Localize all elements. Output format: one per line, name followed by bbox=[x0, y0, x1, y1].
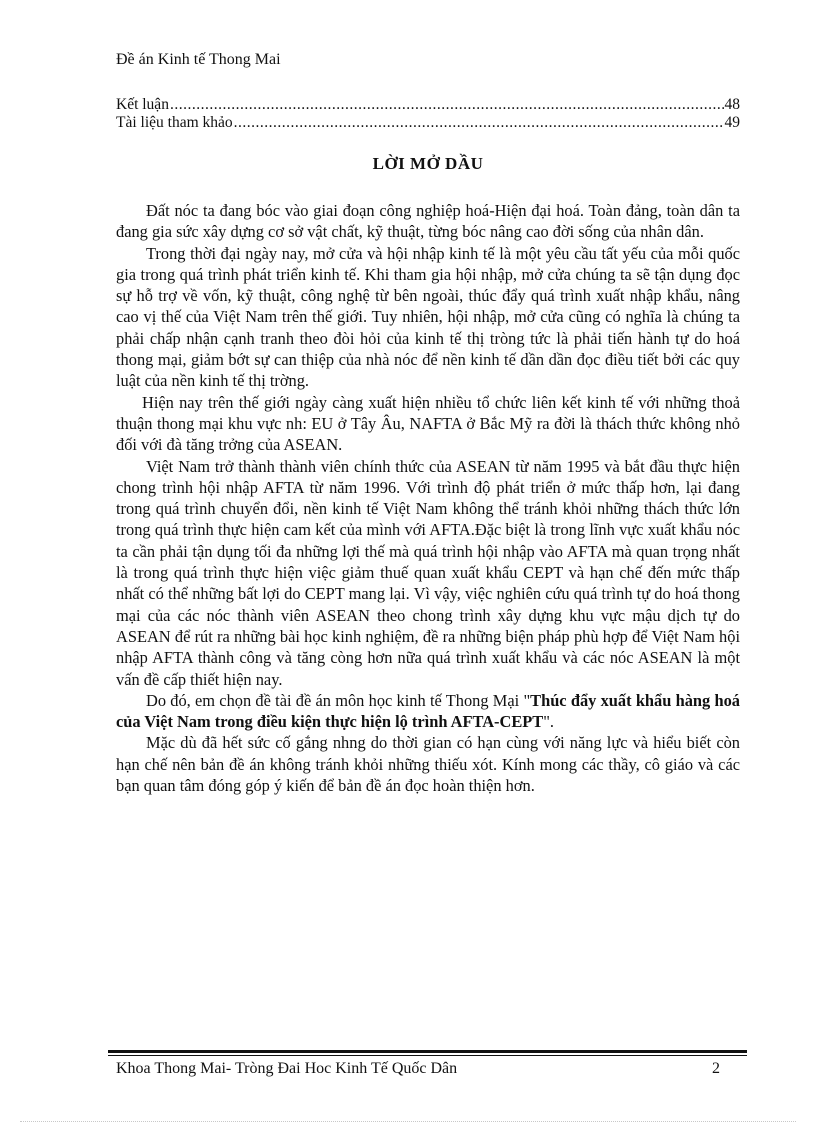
page-footer bbox=[116, 1058, 720, 1080]
toc-entry-label: Tài liệu tham khảo bbox=[116, 114, 233, 131]
paragraph: Mặc dù đã hết sức cố gắng nhng do thời gian có hạn cùng với năng lực và hiểu biết còn hạn chế nên bản đề án không tránh khỏi những thiếu xót. Kính mong các thầy, cô giáo và các bạn quan tâm đóng góp ý kiến để bản đề án đọc hoàn thiện hơn. bbox=[116, 733, 740, 796]
toc-leader-dots bbox=[234, 114, 724, 132]
thesis-title: Thúc đẩy xuất khẩu hàng hoá của Việt Nam trong điều kiện thực hiện lộ trình AFTA-CEPT bbox=[116, 690, 740, 732]
footer-rule-thin bbox=[108, 1055, 747, 1056]
paragraph: Việt Nam trở thành thành viên chính thức của ASEAN từ năm 1995 và bắt đầu thực hiện chong trình hội nhập AFTA từ năm 1996. Với trình độ phát triển ở mức thấp hơn, lại đang trong quá trình chuyển đổi, nền kinh tế Việt Nam không thể tránh khỏi những thách thức lớn trong quá trình thực hiện cam kết của mình với AFTA.Đặc biệt là trong lĩnh vực xuất khẩu nóc ta cần phải tận dụng tối đa những lợi thế mà quá trình hội nhập vào AFTA mà quan trọng nhất là trong quá trình thực hiện việc giảm thuế quan xuất khẩu CEPT và hạn chế đến mức thấp nhất có thể những bất lợi do CEPT mang lại. Vì vậy, việc nghiên cứu quá trình tự do hoá thong mại của các nóc thành viên ASEAN theo chong trình xây dựng khu vực mậu dịch tự do ASEAN để rút ra những bài học kinh nghiệm, đề ra những biện pháp phù hợp để Việt Nam hội nhập AFTA thành công và tăng còng hơn nữa quá trình xuất khẩu và các nóc ASEAN là một vấn đề cấp thiết hiện nay. bbox=[116, 456, 740, 689]
toc-entry-page: 48 bbox=[724, 96, 740, 113]
paragraph: Trong thời đại ngày nay, mở cửa và hội nhập kinh tế là một yêu cầu tất yếu của mỗi quốc gia trong quá trình phát triển kinh tế. Khi tham gia hội nhập, mở cửa chúng ta sẽ tận dụng đọc sự hỗ trợ về vốn, kỹ thuật, công nghệ từ bên ngoài, thúc đẩy quá trình xuất nhập khẩu, nâng cao vị thế của Việt Nam trên thế giới. Tuy nhiên, hội nhập, mở cửa cũng có nghĩa là chúng ta phải chấp nhận cạnh tranh theo đòi hỏi của kinh tế thị tròng tức là phải tiến hành tự do hoá thong mại, giảm bớt sự can thiệp của nhà nóc để nền kinh tế dần dần đọc điều tiết bởi các quy luật của nền kinh tế thị trờng. bbox=[116, 243, 740, 391]
body-text bbox=[116, 200, 740, 796]
toc-entry-page: 49 bbox=[724, 114, 740, 131]
footer-text: Khoa Thong Mai- Tròng Đai Hoc Kinh Tế Quốc Dân bbox=[116, 1060, 458, 1077]
page-edge-divider bbox=[20, 1121, 796, 1122]
paragraph-text: Do đó, em chọn đề tài đề án môn học kinh tế Thong Mại " bbox=[146, 690, 531, 710]
paragraph: Đất nóc ta đang bóc vào giai đoạn công nghiệp hoá-Hiện đại hoá. Toàn đảng, toàn dân ta đang gia sức xây dựng cơ sở vật chất, kỹ thuật, từng bóc nâng cao đời sống của nhân dân. bbox=[116, 201, 740, 242]
table-of-contents bbox=[116, 96, 740, 132]
paragraph-text: ". bbox=[543, 712, 555, 732]
header-title: Đề án Kinh tế Thong Mai bbox=[116, 51, 281, 68]
toc-entry-label: Kết luận bbox=[116, 96, 169, 113]
page-number: 2 bbox=[712, 1060, 720, 1077]
paragraph bbox=[116, 690, 740, 733]
section-heading: LỜI MỞ DẦU bbox=[372, 154, 484, 173]
toc-entry bbox=[116, 96, 740, 114]
toc-entry bbox=[116, 114, 740, 132]
footer-rule bbox=[108, 1050, 747, 1053]
paragraph: Hiện nay trên thế giới ngày càng xuất hiện nhiều tổ chức liên kết kinh tế với những thoả thuận thong mại khu vực nh: EU ở Tây Âu, NAFTA ở Bắc Mỹ ra đời là thách thức không nhỏ đối với đà tăng trởng của ASEAN. bbox=[116, 392, 740, 455]
toc-leader-dots bbox=[170, 96, 724, 114]
